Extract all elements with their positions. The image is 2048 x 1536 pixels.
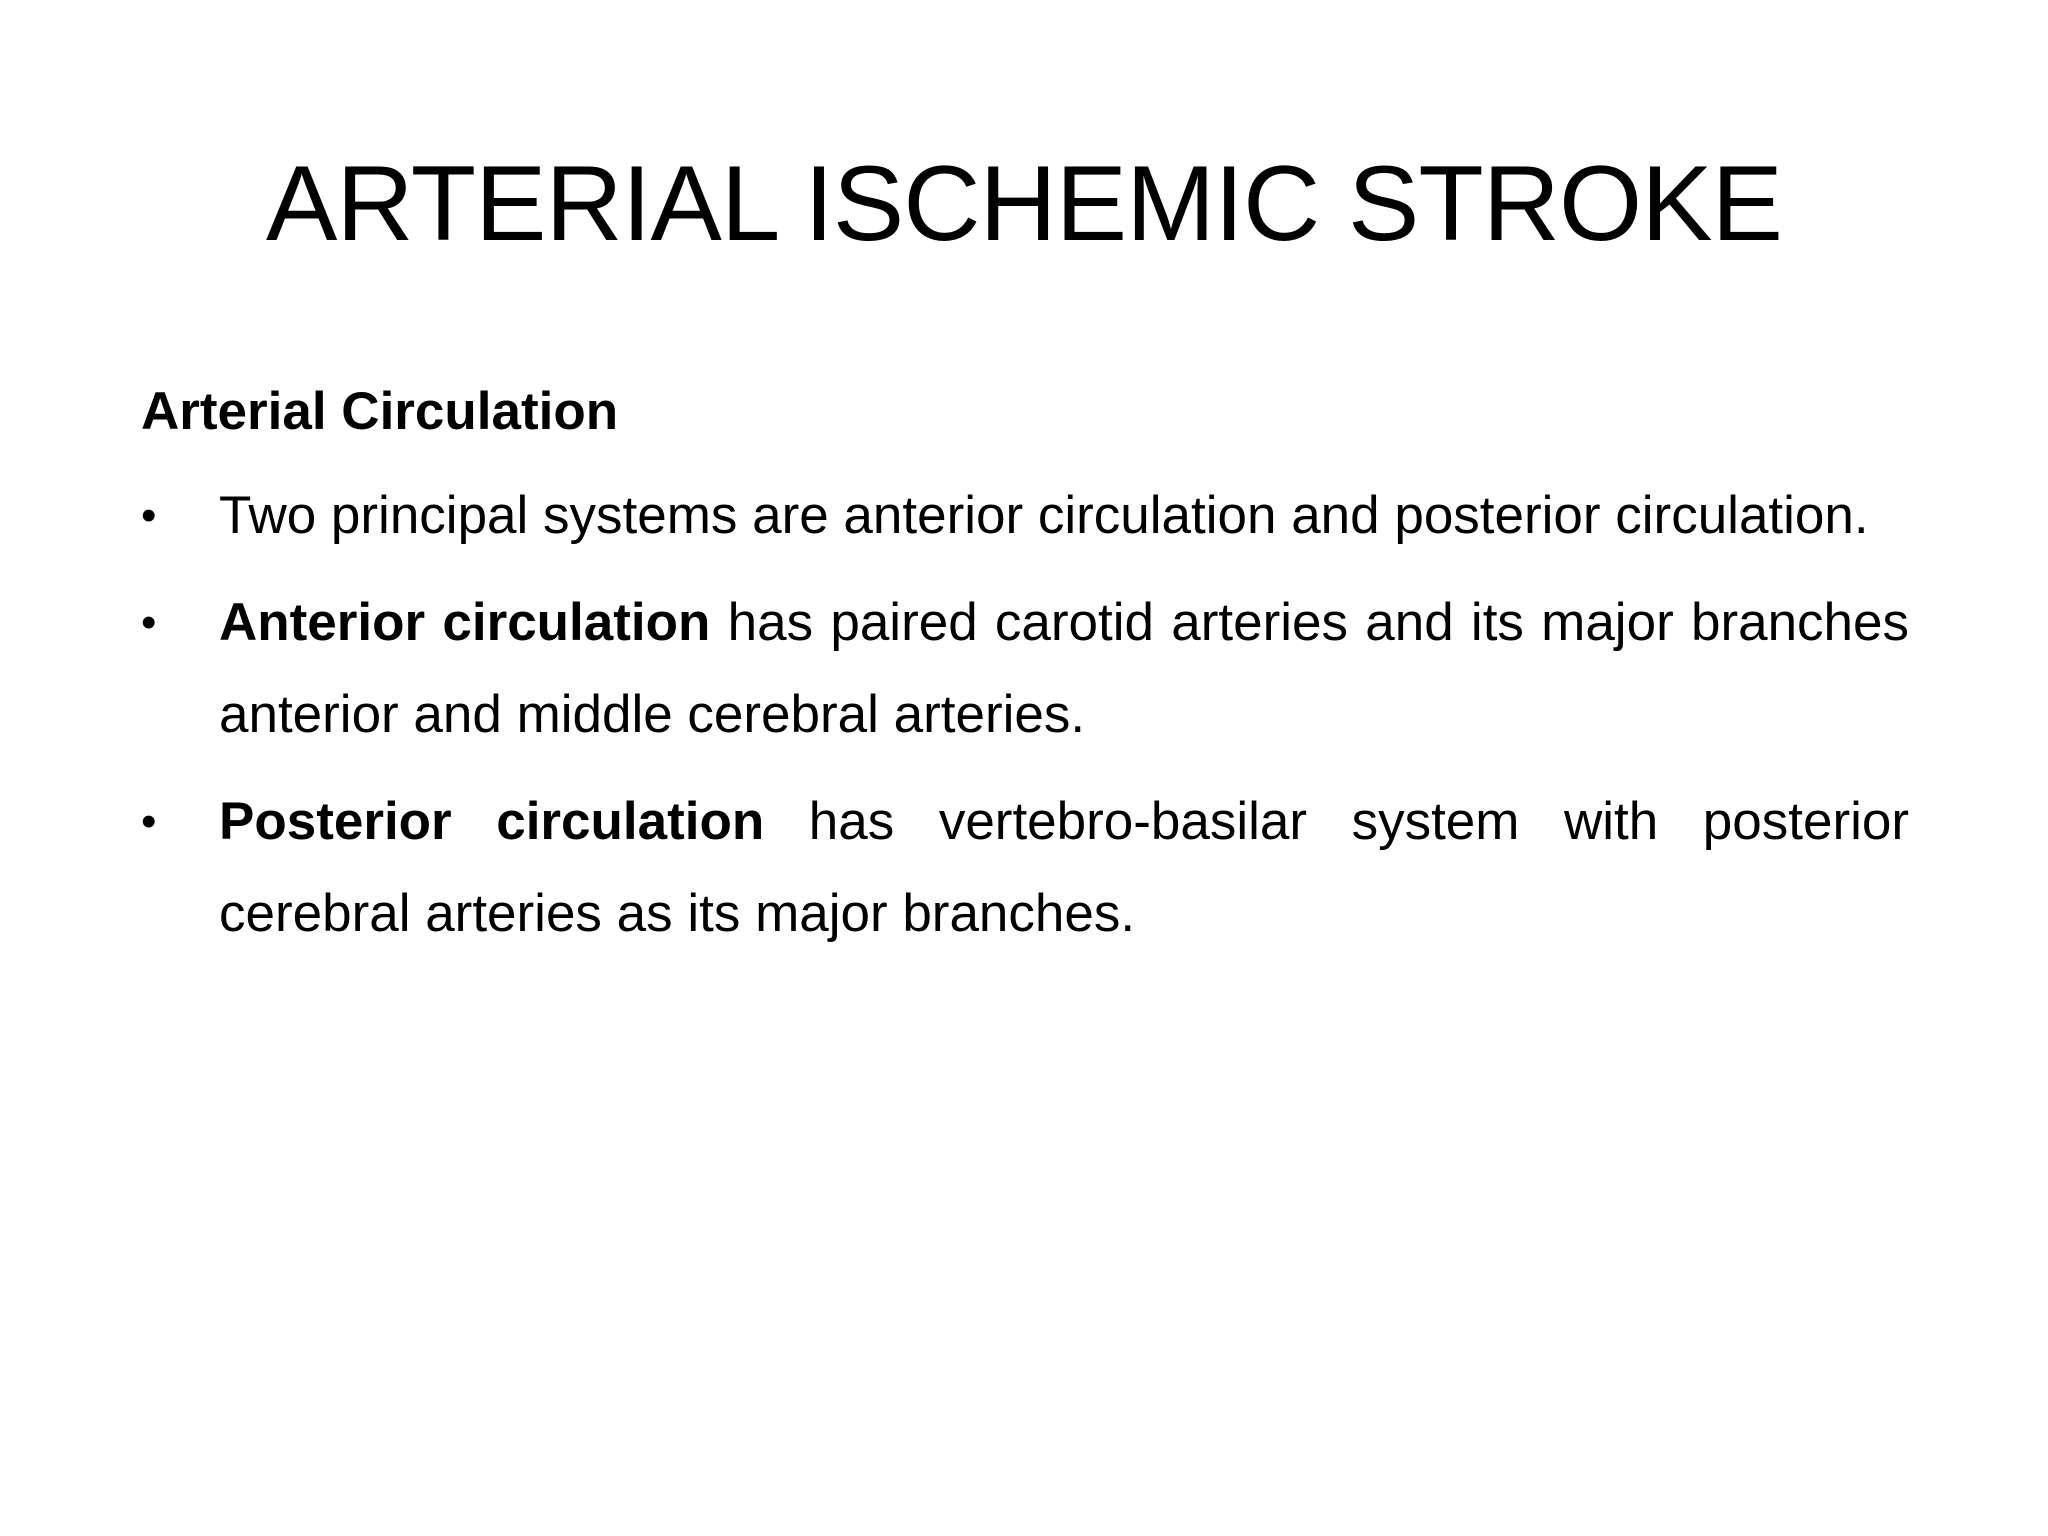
- bullet-list: [141, 470, 1909, 960]
- bullet-icon: •: [141, 491, 157, 540]
- bullet-icon: •: [141, 797, 157, 846]
- slide-content: [141, 372, 1909, 975]
- bullet-item-principal-systems: [141, 470, 1909, 562]
- bullet-item-anterior-circulation: [141, 577, 1909, 761]
- slide-title: ARTERIAL ISCHEMIC STROKE: [266, 143, 1782, 263]
- bullet-text: has paired carotid arteries and its major branches anterior and middle cerebral arteries.: [219, 593, 1909, 744]
- bullet-text: has vertebro-basilar system with posterior cerebral arteries as its major branches.: [219, 792, 1910, 943]
- bullet-text: Two principal systems are anterior circulation and posterior circulation.: [219, 486, 1869, 545]
- bullet-icon: •: [141, 598, 157, 647]
- bullet-bold-term: Anterior circulation: [219, 593, 711, 652]
- bullet-item-posterior-circulation: [141, 776, 1909, 960]
- section-heading: Arterial Circulation: [141, 382, 619, 441]
- bullet-bold-term: Posterior circulation: [219, 792, 765, 851]
